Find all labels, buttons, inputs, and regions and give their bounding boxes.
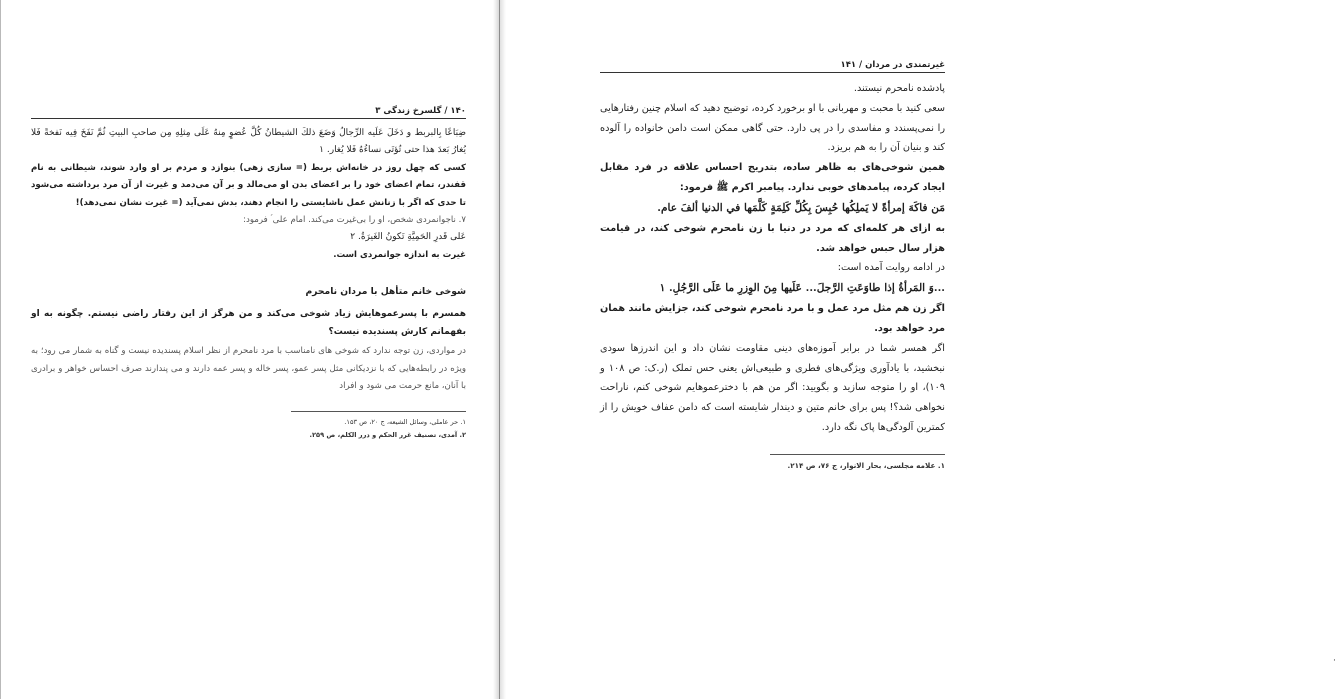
left-answer: در مواردی، زن توجه ندارد که شوخی های نامناسب با مرد نامحرم از نظر اسلام پسندیده نیست و گناه به شمار می رود؛ به ویژه در رابطه‌هایی که با نزدیکانی مثل پسر عمو، پسر خاله و پسر عمه دارند و می پندارند صرف احساس خواهر و برادری با آنان، مانع حرمت می شود و افراد [31, 346, 466, 392]
left-page [0, 0, 500, 699]
right-gutter-shadow [500, 0, 506, 699]
right-paragraph-4: در ادامه روایت آمده است: [837, 262, 945, 274]
right-arabic-hadith-1: مَن فاكَهَ إمرأةً لا يَملِكُها حُبِسَ بِكُلِّ كَلِمَةٍ كَلَّمَها في الدنيا ألفَ عام. [657, 201, 945, 214]
left-paragraph-1: کسی که چهل روز در خانه‌اش بربط (= سازی زهی) بنوازد و مردم بر او وارد شوند، شیطانی به نام قفندر، تمام اعضای خود را بر اعضای بدن او می‌مالد و بر آن می‌دمد و غیرت از آن مرد برداشته می‌شود تا حدی که اگر با زنانش عمل ناشایستی را انجام دهند، بدش نمی‌آید (= غیرت نشان نمی‌دهد)! [31, 162, 466, 208]
right-footnote-rule [770, 454, 945, 455]
left-footnote-1: ۱. حر عاملی، وسائل الشیعه، ج ۲۰، ص ۱۵۳. [344, 418, 466, 427]
left-gutter-shadow [493, 0, 499, 699]
left-running-header [31, 106, 466, 119]
left-question: همسرم با پسرعموهایش زیاد شوخی می‌کند و من هرگز از این رفتار راضی نیستم. چگونه به او بفهمانم کارش پسندیده نیست؟ [31, 309, 466, 338]
right-paragraph-3: به ازای هر کلمه‌ای که مرد در دنیا با زن نامحرم شوخی کند، در قیامت هزار سال حبس خواهد شد. [600, 222, 945, 254]
right-paragraph-1: سعی کنید با محبت و مهربانی با او برخورد کرده، توضیح دهید که اسلام چنین رفتارهایی را نمی‌پسندد و مفاسدی را در پی دارد. حتی گاهی ممکن است دامن خانواده را آلوده کند و بنیان آن را به هم بریزد. [600, 102, 945, 154]
right-paragraph-6: اگر همسر شما در برابر آموزه‌های دینی مقاومت نشان داد و این اندرزها سودی نبخشید، با یادآوری ویژگی‌های فطری و طبیعی‌اش یعنی حس تملک (ر.ک: ص ۱۰۸ و ۱۰۹)، او را متوجه سازید و بگویید: اگر من هم با دخترعموهایم شوخی کنم، ناراحت نخواهی شد؟! پس برای خانم متین و دیندار شایسته است که دامن عفاف خویش را از کمترین آلودگی‌ها پاک نگه دارد. [600, 342, 945, 433]
left-arabic-hadith-1: ضِبَاعًا بِالبربط و دَخَلَ عَلَيه الرِّجالُ وَضَعَ ذلكَ الشيطانُ كُلَّ عُضوٍ مِنهُ عَلَى مِثلِهِ مِن صاحبِ البيتِ ثُمَّ نَفَخَ فِيه نَفخةً فَلا يُغارُ بَعدَ هذا حتى تُؤتَى نساءُهُ فَلا يُغار. ۱ [31, 128, 466, 156]
right-page [500, 0, 1336, 699]
left-paragraph-3: غیرت به اندازه جوانمردی است. [333, 249, 466, 260]
left-header-title: ۱۴۰ / گلسرخ زندگی ۳ [375, 106, 466, 116]
left-footnote-rule [291, 411, 466, 412]
right-arabic-hadith-2: ...وَ المَرأةُ إذا طاوَعَتِ الرَّجلَ... عَلَيها مِنَ الوِزرِ ما عَلَى الرَّجُلِ. ۱ [659, 282, 945, 295]
right-paragraph-2: همین شوخی‌های به ظاهر ساده، بتدریج احساس علاقه در فرد مقابل ایجاد کرده، پیامدهای خوبی ندارد. پیامبر اکرم ﷺ فرمود: [600, 162, 945, 193]
right-footnote-1: ۱. علامه مجلسی، بحار الانوار، ج ۷۶، ص ۲۱۴. [787, 460, 945, 470]
right-running-header [600, 60, 945, 73]
right-page-content [600, 60, 945, 472]
right-paragraph-5: اگر زن هم مثل مرد عمل و با مرد نامحرم شوخی کند، جزایش مانند همان مرد خواهد بود. [600, 303, 945, 334]
page-mark: · [1333, 656, 1336, 666]
left-arabic-hadith-2: عَلی قَدرِ الحَمِيَّةِ تَكونُ الغَيرَةُ. ۲ [350, 232, 466, 243]
left-section-title: شوخی خانم متأهل با مردان نامحرم [305, 286, 466, 298]
left-footnote-2: ۲. آمدی، تصنیف غرر الحکم و درر الکلم، ص ۲۵۹. [309, 430, 466, 439]
right-header-title: غیرتمندی در مردان / ۱۴۱ [840, 60, 945, 70]
right-line-1: پادشده نامحرم نیستند. [853, 83, 945, 94]
left-page-content [31, 106, 466, 441]
left-paragraph-2: ۷. ناجوانمردی شخص، او را بی‌غیرت می‌کند. امام علی ؑ فرمود: [243, 215, 466, 226]
